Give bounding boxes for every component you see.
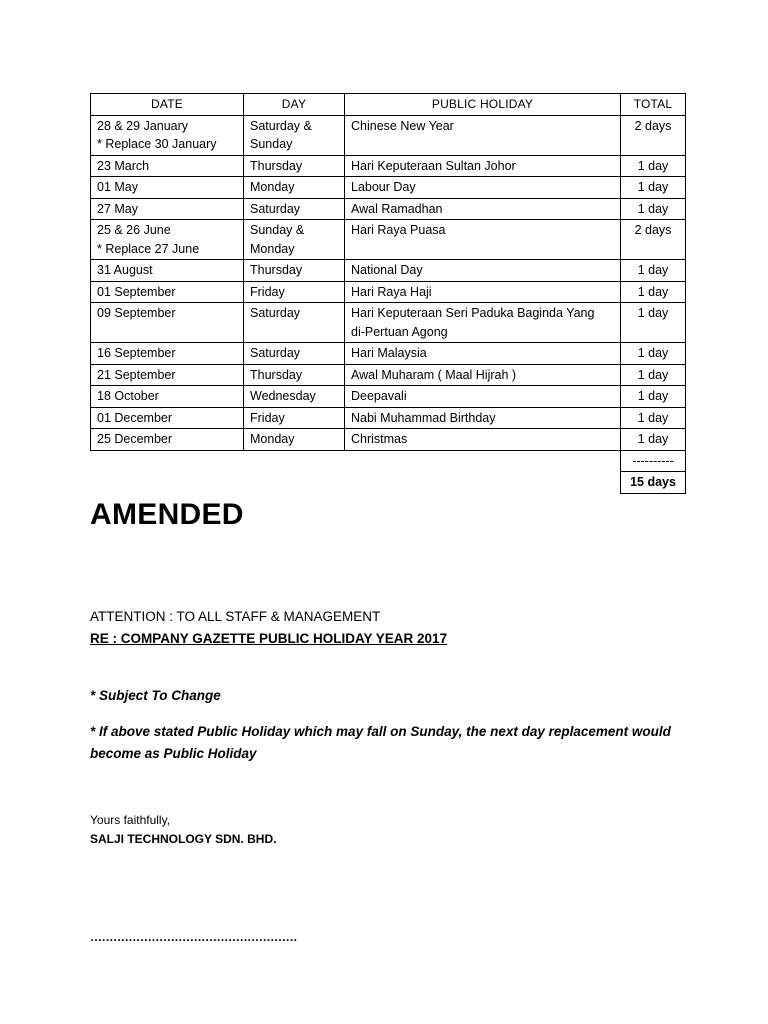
holiday-cell-text: Hari Raya Puasa <box>351 223 446 237</box>
total-cell: 1 day <box>621 177 686 199</box>
date-cell-text: 27 May <box>97 201 138 216</box>
note-subject-to-change: * Subject To Change <box>90 688 221 703</box>
total-cell: 1 day <box>621 260 686 282</box>
holiday-cell <box>345 407 621 429</box>
day-cell <box>244 364 345 386</box>
table-row <box>91 364 686 386</box>
date-cell-text: 25 December <box>97 432 173 446</box>
day-cell <box>244 281 345 303</box>
day-cell-text: Monday <box>250 432 295 446</box>
holiday-cell-text: di-Pertuan Agong <box>351 324 448 339</box>
total-cell: 1 day <box>621 407 686 429</box>
day-cell-text: Monday <box>250 241 295 256</box>
date-cell <box>91 155 244 177</box>
table-row <box>91 303 686 343</box>
table-row <box>91 155 686 177</box>
header-date: DATE <box>91 94 244 116</box>
holiday-cell-text: Chinese New Year <box>351 118 454 133</box>
date-cell <box>91 303 244 343</box>
date-cell <box>91 429 244 451</box>
total-separator: ---------- <box>621 450 686 472</box>
holiday-cell <box>345 220 621 260</box>
holiday-cell-text: Nabi Muhammad Birthday <box>351 410 496 425</box>
total-cell: 1 day <box>621 429 686 451</box>
date-cell <box>91 198 244 220</box>
holiday-cell <box>345 155 621 177</box>
date-cell-text: 31 August <box>97 263 153 277</box>
day-cell <box>244 177 345 199</box>
date-cell <box>91 220 244 260</box>
day-cell-text: Thursday <box>250 367 303 382</box>
day-cell-text: Sunday <box>250 137 293 151</box>
total-cell: 1 day <box>621 281 686 303</box>
table-row <box>91 386 686 408</box>
total-cell: 1 day <box>621 198 686 220</box>
table-row <box>91 115 686 155</box>
date-cell <box>91 177 244 199</box>
holiday-cell <box>345 115 621 155</box>
table-row <box>91 407 686 429</box>
header-day: DAY <box>244 94 345 116</box>
subject-line: RE : COMPANY GAZETTE PUBLIC HOLIDAY YEAR 2017 <box>90 631 448 646</box>
day-cell-text: Saturday <box>250 201 301 216</box>
holiday-cell-text: Awal Ramadhan <box>351 201 443 216</box>
day-cell <box>244 155 345 177</box>
table-row <box>91 220 686 260</box>
holiday-cell-text: Awal Muharam ( Maal Hijrah ) <box>351 367 517 382</box>
day-cell-text: Monday <box>250 180 295 194</box>
holiday-cell <box>345 260 621 282</box>
signature-line: ……………………………………………… <box>90 930 297 944</box>
company-name: SALJI TECHNOLOGY SDN. BHD. <box>90 832 277 846</box>
day-cell-text: Thursday <box>250 263 303 277</box>
day-cell-text: Friday <box>250 410 285 425</box>
holiday-cell-text: Christmas <box>351 432 408 446</box>
holiday-cell-text: Hari Keputeraan Sultan Johor <box>351 158 516 173</box>
holiday-cell-text: Hari Keputeraan Seri Paduka Baginda Yang <box>351 306 595 320</box>
holiday-table <box>90 93 686 494</box>
grand-total: 15 days <box>621 472 686 494</box>
date-cell-text: 21 September <box>97 367 176 382</box>
attention-line: ATTENTION : TO ALL STAFF & MANAGEMENT <box>90 609 381 624</box>
holiday-cell-text: Hari Malaysia <box>351 346 427 360</box>
total-cell: 1 day <box>621 386 686 408</box>
date-cell-text: 23 March <box>97 158 150 173</box>
date-cell-text: 01 September <box>97 284 176 299</box>
table-row <box>91 343 686 365</box>
day-cell-text: Wednesday <box>250 389 316 403</box>
holiday-cell <box>345 343 621 365</box>
holiday-cell <box>345 364 621 386</box>
date-cell-text: 01 May <box>97 180 138 194</box>
holiday-cell <box>345 198 621 220</box>
date-cell-text: 09 September <box>97 306 176 320</box>
date-cell <box>91 260 244 282</box>
note-sunday-replacement: * If above stated Public Holiday which may fall on Sunday, the next day replacement would become as Public Holiday <box>90 724 671 761</box>
amended-heading: AMENDED <box>90 498 244 531</box>
day-cell <box>244 303 345 343</box>
day-cell <box>244 343 345 365</box>
total-cell: 2 days <box>621 115 686 155</box>
separator-row <box>91 450 686 472</box>
table-row <box>91 177 686 199</box>
table-row <box>91 429 686 451</box>
day-cell <box>244 220 345 260</box>
holiday-cell-text: Labour Day <box>351 180 416 194</box>
date-cell <box>91 386 244 408</box>
closing-salutation: Yours faithfully, <box>90 813 171 827</box>
date-cell <box>91 407 244 429</box>
total-cell: 1 day <box>621 303 686 343</box>
day-cell <box>244 198 345 220</box>
day-cell-text: Sunday & <box>250 223 305 237</box>
date-cell-text: * Replace 27 June <box>97 241 200 256</box>
day-cell-text: Saturday <box>250 346 301 360</box>
date-cell <box>91 115 244 155</box>
holiday-cell <box>345 386 621 408</box>
date-cell <box>91 343 244 365</box>
date-cell-text: 25 & 26 June <box>97 223 171 237</box>
holiday-cell-text: Hari Raya Haji <box>351 284 432 299</box>
holiday-cell-text: National Day <box>351 263 423 277</box>
table-row <box>91 281 686 303</box>
holiday-cell <box>345 281 621 303</box>
grand-total-row <box>91 472 686 494</box>
total-cell: 2 days <box>621 220 686 260</box>
date-cell-text: 16 September <box>97 346 176 360</box>
day-cell <box>244 386 345 408</box>
date-cell <box>91 364 244 386</box>
holiday-cell-text: Deepavali <box>351 389 407 403</box>
date-cell-text: 28 & 29 January <box>97 118 189 133</box>
date-cell-text: * Replace 30 January <box>97 137 217 151</box>
total-cell: 1 day <box>621 343 686 365</box>
header-total: TOTAL <box>621 94 686 116</box>
day-cell <box>244 407 345 429</box>
holiday-cell <box>345 303 621 343</box>
table-row <box>91 260 686 282</box>
date-cell <box>91 281 244 303</box>
total-cell: 1 day <box>621 364 686 386</box>
day-cell-text: Saturday <box>250 306 301 320</box>
day-cell <box>244 429 345 451</box>
holiday-cell <box>345 429 621 451</box>
day-cell-text: Friday <box>250 284 285 299</box>
total-cell: 1 day <box>621 155 686 177</box>
day-cell <box>244 260 345 282</box>
day-cell-text: Saturday & <box>250 118 312 133</box>
day-cell <box>244 115 345 155</box>
table-row <box>91 198 686 220</box>
header-public-holiday: PUBLIC HOLIDAY <box>345 94 621 116</box>
date-cell-text: 18 October <box>97 389 159 403</box>
holiday-cell <box>345 177 621 199</box>
table-header-row <box>91 94 686 116</box>
date-cell-text: 01 December <box>97 410 173 425</box>
day-cell-text: Thursday <box>250 158 303 173</box>
